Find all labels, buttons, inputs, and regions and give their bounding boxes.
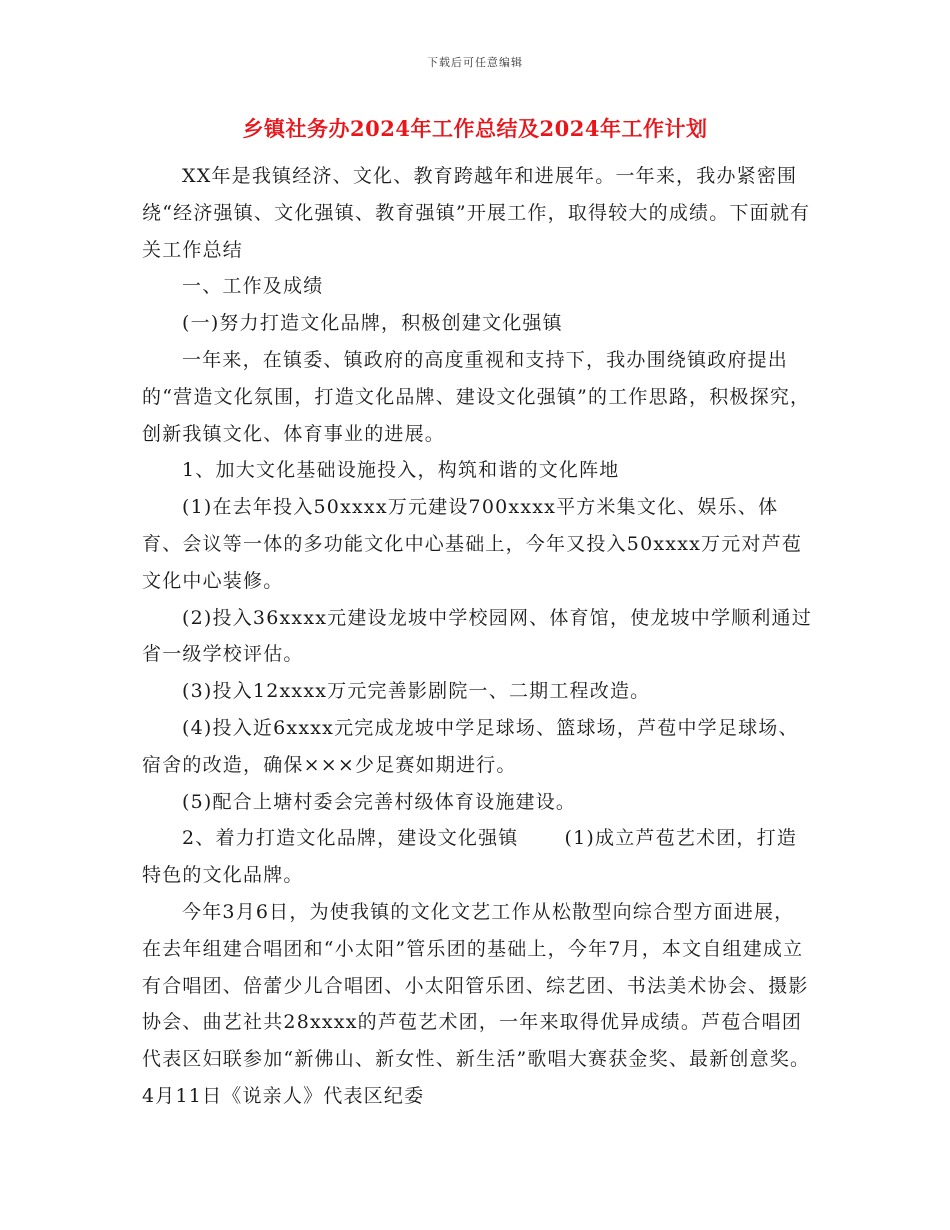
- paragraph-intro: XX年是我镇经济、文化、教育跨越年和进展年。一年来，我办紧密围绕“经济强镇、文化强镇、教育强镇”开展工作，取得较大的成绩。下面就有关工作总结: [142, 165, 811, 261]
- section-heading-achievements: 一、工作及成绩: [182, 275, 324, 298]
- item-heading-brand: 2、着力打造文化品牌，建设文化强镇: [182, 827, 519, 850]
- paragraph-art-troupe: 今年3月6日，为使我镇的文化文艺工作从松散型向综合型方面进展，在去年组建合唱团和“小太阳”管乐团的基础上，今年7月，本文自组建成立有合唱团、倍蕾少儿合唱团、小太阳管乐团、综艺团、书法美术协会、摄影协会、曲艺社共28xxxx的芦苞艺术团，一年来取得优异成绩。芦苞合唱团代表区妇联参加“新佛山、新女性、新生活”歌唱大赛获金奖、最新创意奖。4月11日《说亲人》代表区纪委: [142, 900, 811, 1107]
- list-item-1: (1)在去年投入50xxxx万元建设700xxxx平方米集文化、娱乐、体育、会议等一体的多功能文化中心基础上，今年又投入50xxxx万元对芦苞文化中心装修。: [142, 496, 803, 592]
- list-item-3: (3)投入12xxxx万元完善影剧院一、二期工程改造。: [182, 680, 651, 703]
- item-heading-infrastructure: 1、加大文化基础设施投入，构筑和谐的文化阵地: [182, 459, 620, 482]
- list-item-2: (2)投入36xxxx元建设龙坡中学校园网、体育馆，使龙坡中学顺利通过省一级学校评估。: [142, 606, 812, 666]
- paragraph-brand: [142, 820, 812, 894]
- header-note: 下载后可任意编辑: [427, 56, 523, 69]
- document-title: 乡镇社务办2024年工作总结及2024年工作计划: [242, 116, 708, 141]
- list-item-4: (4)投入近6xxxx元完成龙坡中学足球场、篮球场，芦苞中学足球场、宿舍的改造，确保×××少足赛如期进行。: [142, 716, 799, 776]
- subsection-heading-culture: (一)努力打造文化品牌，积极创建文化强镇: [182, 312, 563, 335]
- list-item-art-troupe: (1)成立芦苞艺术团，打造特色的文化品牌。: [142, 827, 798, 887]
- paragraph-culture-overview: 一年来，在镇委、镇政府的高度重视和支持下，我办围绕镇政府提出的“营造文化氛围，打造文化品牌、建设文化强镇”的工作思路，积极探究，创新我镇文化、体育事业的进展。: [142, 348, 811, 445]
- list-item-5: (5)配合上塘村委会完善村级体育设施建设。: [182, 790, 577, 813]
- document-body: [142, 158, 812, 1115]
